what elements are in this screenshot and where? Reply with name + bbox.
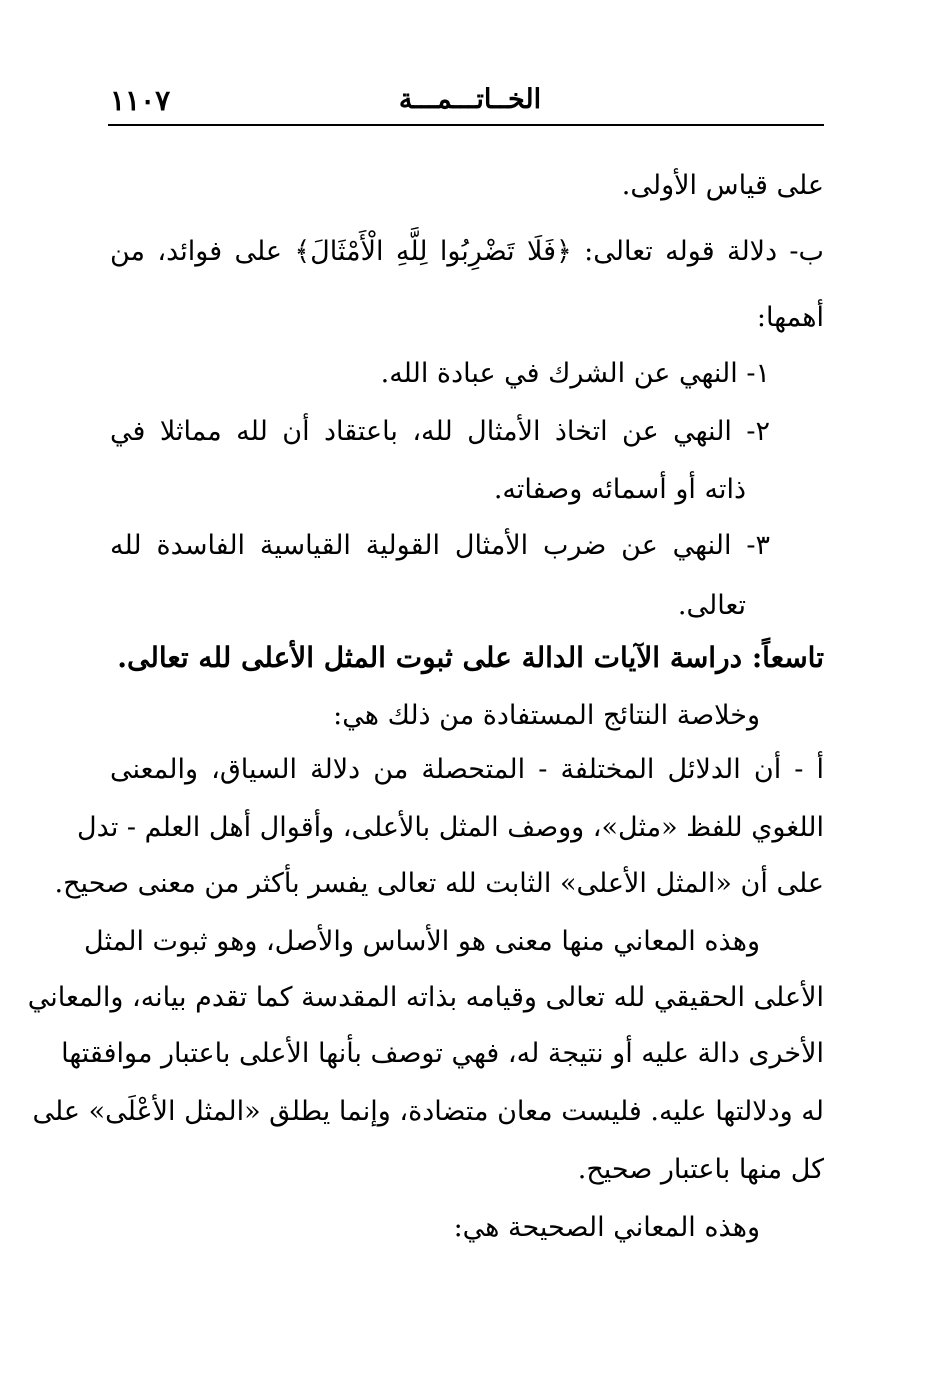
text-line-17: له ودلالتها عليه. فليست معان متضادة، وإنما يطلق «المثل الأعْلَى» على: [32, 1096, 824, 1127]
text-line-1: على قياس الأولى.: [621, 170, 824, 201]
text-line-14: وهذه المعاني منها معنى هو الأساس والأصل، وهو ثبوت المثل: [84, 926, 760, 957]
quran-verse: ﴿فَلَا تَضْرِبُوا لِلَّهِ الْأَمْثَالَ﴾: [294, 236, 572, 267]
text-line-11: أ - أن الدلائل المختلفة - المتحصلة من دلالة السياق، والمعنى: [110, 754, 824, 785]
text-line-15: الأعلى الحقيقي لله تعالى وقيامه بذاته المقدسة كما تقدم بيانه، والمعاني: [27, 982, 824, 1013]
text-line-13: على أن «المثل الأعلى» الثابت لله تعالى يفسر بأكثر من معنى صحيح.: [54, 868, 824, 899]
running-title: الخــاتـــمـــة: [398, 84, 542, 115]
text-line-2: [110, 232, 824, 272]
section-heading: تاسعاً: دراسة الآيات الدالة على ثبوت المثل الأعلى لله تعالى.: [117, 641, 824, 674]
text-line-19: وهذه المعاني الصحيحة هي:: [453, 1212, 760, 1243]
text-line-12: اللغوي للفظ «مثل»، ووصف المثل بالأعلى، وأقوال أهل العلم - تدل: [77, 812, 824, 843]
text-line-18: كل منها باعتبار صحيح.: [577, 1154, 824, 1185]
header-rule: [108, 124, 824, 126]
page-number: ١١٠٧: [110, 84, 171, 117]
line-2-end: على فوائد، من: [110, 236, 282, 267]
text-line-16: الأخرى دالة عليه أو نتيجة له، فهي توصف بأنها الأعلى باعتبار موافقتها: [61, 1038, 824, 1069]
list-item-2-continued: ذاته أو أسمائه وصفاته.: [493, 474, 746, 505]
text-line-3: أهمها:: [756, 302, 824, 333]
list-item-2: ٢- النهي عن اتخاذ الأمثال لله، باعتقاد أن لله مماثلا في: [110, 416, 770, 447]
text-line-10: وخلاصة النتائج المستفادة من ذلك هي:: [333, 700, 760, 731]
list-item-1: ١- النهي عن الشرك في عبادة الله.: [380, 358, 770, 389]
line-2-start: ب- دلالة قوله تعالى:: [584, 236, 824, 267]
list-item-3-continued: تعالى.: [677, 590, 746, 621]
list-item-3: ٣- النهي عن ضرب الأمثال القولية القياسية الفاسدة لله: [110, 530, 770, 561]
